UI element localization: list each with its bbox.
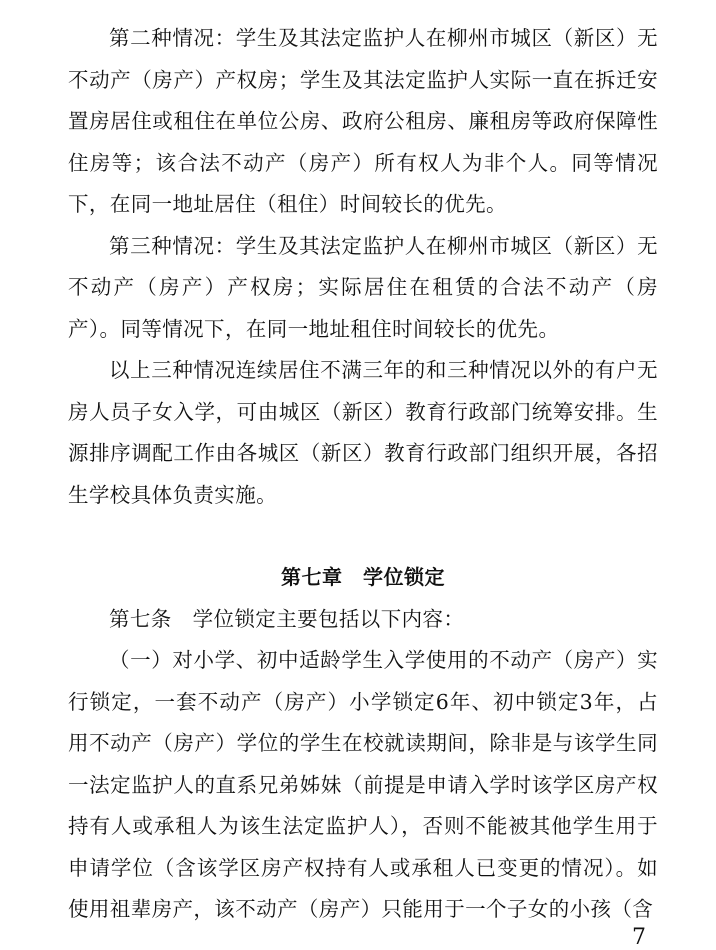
section-spacer bbox=[68, 516, 658, 557]
paragraph-second-situation: 第二种情况：学生及其法定监护人在柳州市城区（新区）无不动产（房产）产权房；学生及其法定监护人实际一直在拆迁安置房居住或租住在单位公房、政府公租房、廉租房等政府保障性住房等；该合法不动产（房产）所有权人为非个人。同等情况下，在同一地址居住（租住）时间较长的优先。 bbox=[68, 26, 658, 216]
paragraph-other-situations: 以上三种情况连续居住不满三年的和三种情况以外的有户无房人员子女入学，可由城区（新区）教育行政部门统筹安排。生源排序调配工作由各城区（新区）教育行政部门组织开展，各招生学校具体负责实施。 bbox=[68, 358, 658, 507]
paragraph-third-situation: 第三种情况：学生及其法定监护人在柳州市城区（新区）无不动产（房产）产权房；实际居住在租赁的合法不动产（房产）。同等情况下，在同一地址租住时间较长的优先。 bbox=[68, 233, 658, 341]
document-page bbox=[68, 0, 658, 931]
chapter-title: 第七章 学位锁定 bbox=[281, 565, 445, 589]
paragraph-item-one: （一）对小学、初中适龄学生入学使用的不动产（房产）实行锁定，一套不动产（房产）小学锁定6年、初中锁定3年，占用不动产（房产）学位的学生在校就读期间，除非是与该学生同一法定监护人的直系兄弟姊妹（前提是申请入学时该学区房产权持有人或承租人为该生法定监护人），否则不能被其他学生用于申请学位（含该学区房产权持有人或承租人已变更的情况）。如使用祖辈房产，该不动产（房产）只能用于一个子女的小孩（含 bbox=[68, 648, 658, 921]
page-number: 7 bbox=[632, 925, 646, 950]
paragraph-article-seven: 第七条 学位锁定主要包括以下内容： bbox=[109, 606, 465, 631]
